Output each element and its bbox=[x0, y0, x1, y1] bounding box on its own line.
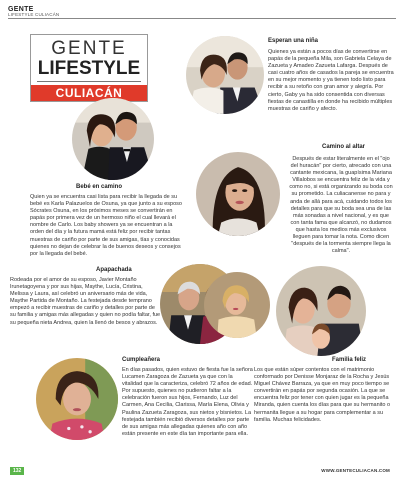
story-body-altar: Después de estar literalmente en el "ojo del huracán" por cierto, atrecado con una cantante mexicana, la guapísima Mariana Villalobos se encuentra feliz de la vida y como no, si está organizando su boda con su prometido. La culiacanense no para y anda de allá para acá, cuidando todos los detalles para que su boda sea una de las más sonadas a nivel nacional, y es que con tanta fama que alcanzó, no dudamos que hasta los medios más exclusivos lleguen para tomar la nota. Como dicen "después de la tormenta siempre llega la calma". bbox=[289, 156, 393, 255]
header-divider bbox=[8, 18, 396, 19]
story-title-esperan: Esperan una niña bbox=[268, 38, 319, 44]
family-photo-feliz bbox=[276, 266, 366, 356]
logo-lifestyle-text: LIFESTYLE bbox=[37, 59, 141, 82]
story-title-bebe: Bebé en camino bbox=[76, 184, 123, 190]
story-body-cumpleanera: En días pasados, quien estuvo de fiesta fue la señora Lucamen Zaragoza de Zazueta ya que con la vitalidad que la caracteriza, celebró 72 años de edad. Por supuesto, quienes no pudieron faltar a la celebración fueron sus hijos, Fernando, Luz del Carmen, Ana Cecilia, Clarissa, María Elena, Olivia y Paulina Zazueta Zaragoza, sus nietos y bisnietos. La festejada también recibió diversos detalles por parte de sus amigas más allegadas quienes año con año están presente en este día tan importante para ella. bbox=[122, 367, 253, 437]
family-photo-apapachada-2 bbox=[204, 272, 270, 338]
couple-photo-esperan bbox=[186, 36, 264, 114]
story-title-cumpleanera: Cumpleañera bbox=[122, 357, 161, 363]
logo-gente-text: GENTE bbox=[51, 38, 127, 59]
gente-lifestyle-logo bbox=[30, 34, 148, 102]
magazine-brand: GENTE bbox=[8, 6, 34, 13]
website-url: WWW.GENTECULIACAN.COM bbox=[321, 468, 390, 473]
logo-city-banner: CULIACÁN bbox=[31, 85, 147, 101]
couple-photo-bebe bbox=[72, 98, 154, 180]
story-body-esperan: Quienes ya están a pocos días de convertirse en papás de la pequeña Mila, son Gabriela Celaya de Zazueta y Amadeo Zazueta Lafarga. Después de casi cuatro años de casados la pareja se encuentra en su mejor momento y ya tienen todo listo para recibir a su retoño con gran amor y alegría. Por cierto, Gaby ya ha sido consentida con diversas fiestas de canastilla en donde ha recibido múltiples muestras de cariño y afecto. bbox=[268, 49, 394, 112]
story-body-apapachada: Rodeada por el amor de su esposo, Javier Montaño Irunetagoyena y por sus hijas, Maythe, Lucía, Cristina, Melissa y Laura, así celebró un aniversario más de vida, Maythe Partida de Montaño. La festejada desde temprano empezó a recibir muestras de cariño y detalles por parte de su familia y amigas más allegadas y quien no podía faltar, fue su pequeña nieta Andrea, quien la llenó de besos y abrazos. bbox=[10, 277, 161, 326]
page-number: 132 bbox=[10, 467, 24, 475]
section-label: LIFESTYLE CULIACÁN bbox=[8, 12, 60, 17]
portrait-photo-altar bbox=[196, 152, 280, 236]
story-body-bebe: Quien ya se encuentra casi lista para recibir la llegada de su bebé es Karla Palazuelos de Osuna, ya que junto a su esposo Sócrates Osuna, en los próximos meses se convertirán en papás por primera vez de un hermoso niño el cual llevará el nombre de Carlo. Los baby showers ya se encuentran a la orden del día y la futura mamá está feliz por recibir tantas muestras de cariño por parte de sus amigas, tías y conocidas quienes no dejan de celebrar la de buenos deseos y consejos por la llegada del bebé. bbox=[30, 194, 182, 257]
story-body-familia: Los que están súper contentos con el matrimonio conformado por Denisse Monjaraz de la Rocha y Jesús Miguel Chávez Barraza, ya que en muy poco tiempo se convertirán en papás por segunda ocasión. La que se encuentra feliz por tener con quien jugar es la pequeña Miranda, quien cuenta los días para que su hermanito o hermanita llegue a su hogar para complementar a su familia. Muchas felicidades. bbox=[254, 367, 391, 423]
story-title-familia: Familia feliz bbox=[332, 357, 367, 363]
story-title-altar: Camino al altar bbox=[322, 144, 366, 150]
portrait-photo-cumpleanera bbox=[36, 358, 118, 440]
story-title-apapachada: Apapachada bbox=[96, 267, 132, 273]
